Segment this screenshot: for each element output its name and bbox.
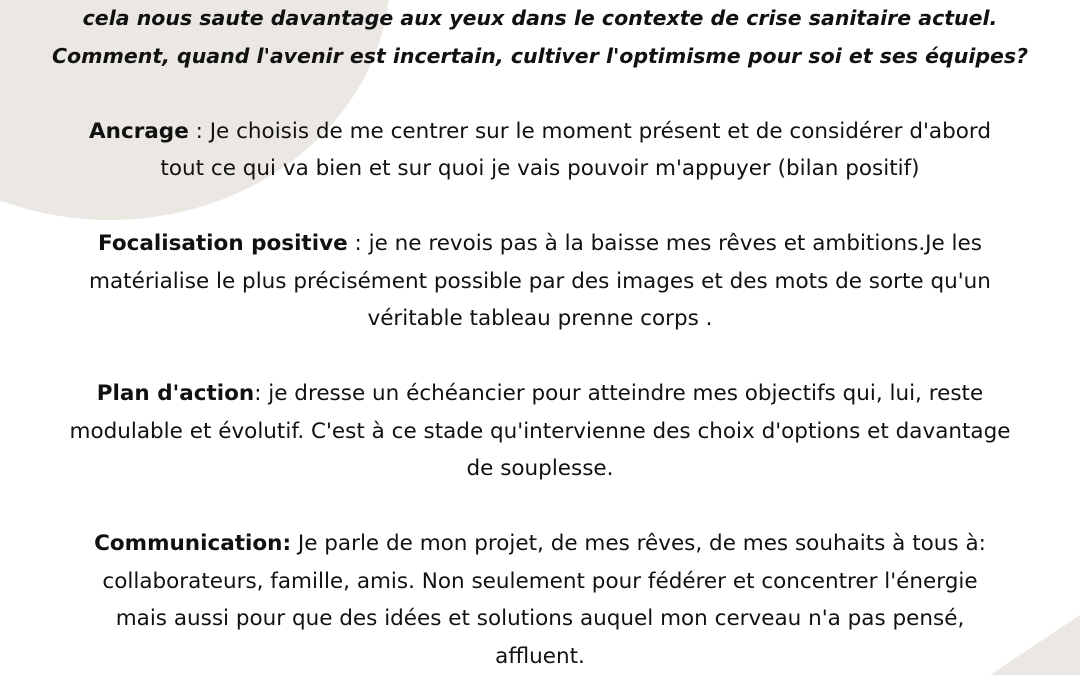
section-line: [0, 225, 1080, 263]
section-ancrage: [0, 113, 1080, 188]
section-line: véritable tableau prenne corps .: [367, 306, 713, 331]
paragraph-spacer: [0, 338, 1080, 376]
section-line: matérialise le plus précisément possible par des images et des mots de sorte qu'un: [89, 268, 991, 294]
section-communication: [0, 525, 1080, 675]
section-text: : je dresse un échéancier pour atteindre mes objectifs qui, lui, reste: [254, 381, 984, 406]
section-line: [0, 375, 1080, 413]
section-line: de souplesse.: [466, 456, 614, 481]
section-line: mais aussi pour que des idées et solutions auquel mon cerveau n'a pas pensé,: [115, 606, 965, 631]
paragraph-spacer: [0, 75, 1080, 113]
section-line: tout ce qui va bien et sur quoi je vais pouvoir m'appuyer (bilan positif): [160, 156, 920, 181]
section-text: Je parle de mon projet, de mes rêves, de mes souhaits à tous à:: [291, 531, 986, 556]
section-focalisation-positive: [0, 225, 1080, 338]
paragraph-spacer: [0, 488, 1080, 526]
section-text: : Je choisis de me centrer sur le moment présent et de considérer d'abord: [188, 118, 991, 144]
section-line: affluent.: [495, 643, 585, 669]
section-line: [0, 525, 1080, 563]
paragraph-spacer: [0, 188, 1080, 226]
section-term: Communication:: [94, 531, 292, 556]
section-text: : je ne revois pas à la baisse mes rêves et ambitions.Je les: [347, 231, 982, 256]
intro-line: cela nous saute davantage aux yeux dans le contexte de crise sanitaire actuel.: [82, 6, 998, 30]
section-term: Plan d'action: [96, 381, 255, 406]
section-term: Ancrage: [89, 118, 189, 144]
intro-line: Comment, quand l'avenir est incertain, cultiver l'optimisme pour soi et ses équipes?: [51, 43, 1029, 68]
intro-paragraph: [0, 0, 1080, 75]
section-line: collaborateurs, famille, amis. Non seulement pour fédérer et concentrer l'énergie: [102, 568, 978, 594]
section-term: Focalisation positive: [98, 231, 348, 256]
section-plan-action: [0, 375, 1080, 488]
section-line: modulable et évolutif. C'est à ce stade qu'intervienne des choix d'options et davantage: [69, 418, 1011, 444]
section-line: [0, 113, 1080, 151]
